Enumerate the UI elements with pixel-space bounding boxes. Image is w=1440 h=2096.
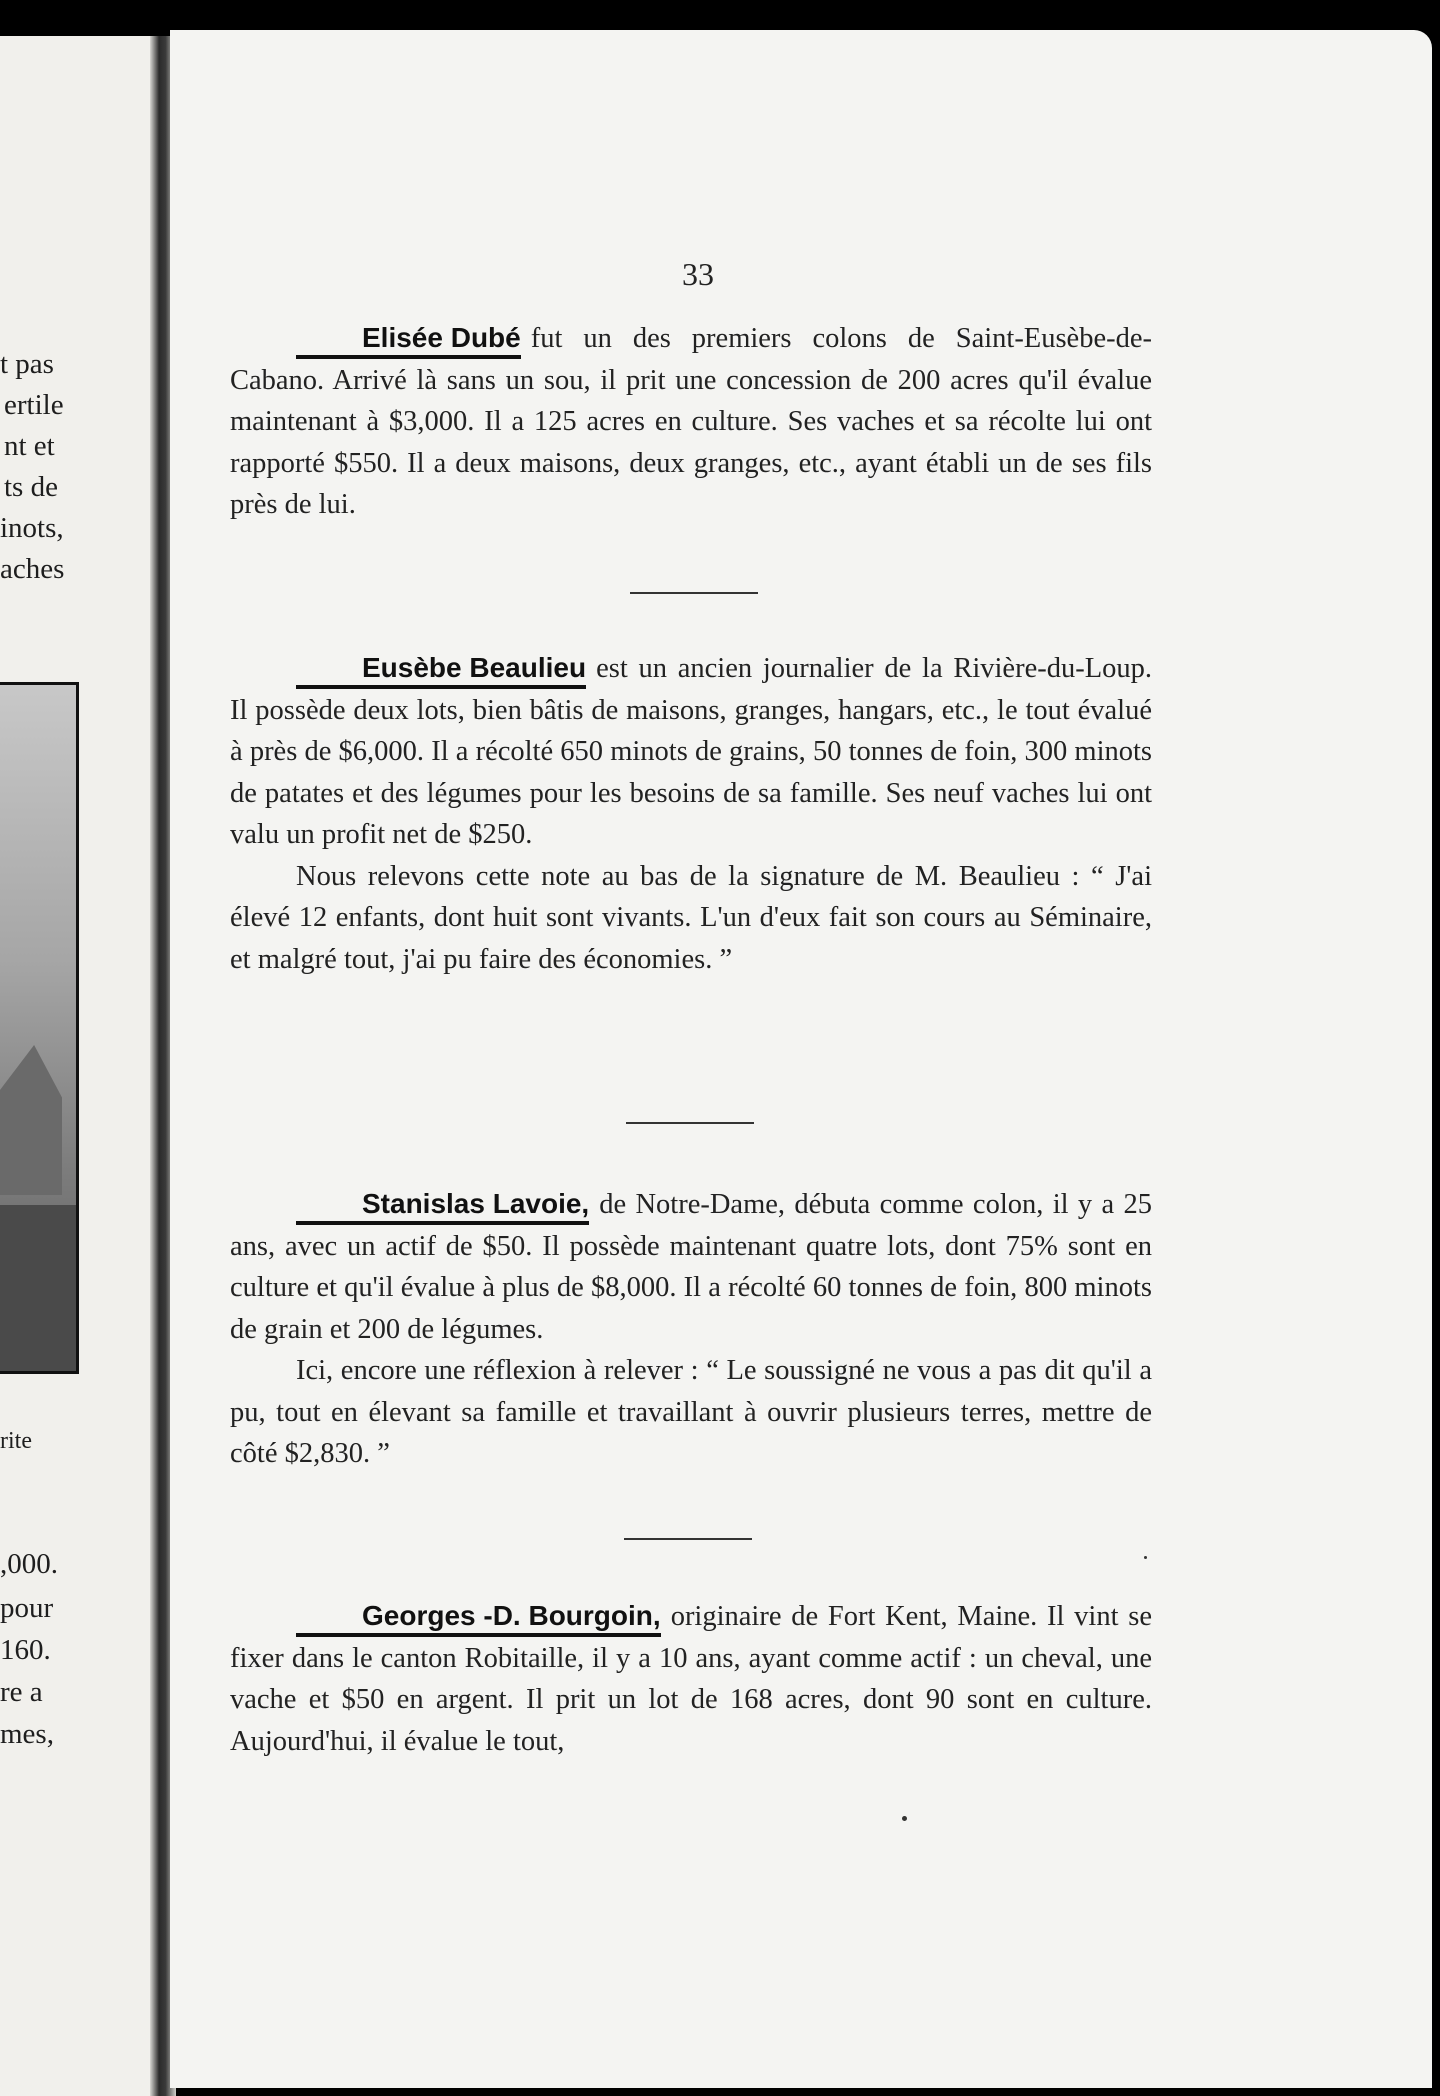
page-number: 33: [682, 256, 714, 292]
section-divider: [624, 1538, 752, 1540]
entry-paragraph: Ici, encore une réflexion à relever : “ Le soussigné ne vous a pas dit qu'il a pu, tout en élevant sa famille et travaillant à ouvrir plusieurs terres, mettre de côté $2,830. ”: [230, 1355, 1152, 1469]
left-text-fragment: inots,: [0, 512, 64, 544]
section-divider: [626, 1122, 754, 1124]
left-text-fragment: aches: [0, 553, 65, 585]
left-text-fragment: ,000.: [0, 1548, 58, 1580]
ink-speck: [902, 1816, 907, 1821]
entry-stanislas-lavoie: [230, 1184, 1152, 1475]
left-text-fragment: ertile: [4, 389, 64, 421]
entry-text: originaire de Fort Kent, Maine. Il vint se fixer dans le canton Robitaille, il y a 10 ans, ayant comme actif : un cheval, une vache et $50 en argent. Il prit un lot de 168 acres, dont 90 sont en culture. Aujourd'hui, il évalue le tout,: [230, 1601, 1152, 1757]
entry-georges-bourgoin: [230, 1596, 1152, 1762]
entry-text: est un ancien journalier de la Rivière-du-Loup. Il possède deux lots, bien bâtis de maisons, granges, hangars, etc., le tout évalué à près de $6,000. Il a récolté 650 minots de grains, 50 tonnes de foin, 300 minots de patates et des légumes pour les besoins de sa famille. Ses neuf vaches lui ont valu un profit net de $250.: [230, 653, 1152, 850]
left-text-fragment: 160.: [0, 1634, 51, 1666]
left-photo: [0, 682, 79, 1374]
left-text-fragment: re a: [0, 1676, 43, 1708]
entry-text: fut un des premiers colons de Saint-Eusèbe-de-Cabano. Arrivé là sans un sou, il prit une concession de 200 acres qu'il évalue maintenant à $3,000. Il a 125 acres en culture. Ses vaches et sa récolte lui ont rapporté $550. Il a deux maisons, deux granges, etc., ayant établi un de ses fils près de lui.: [230, 323, 1152, 520]
ground-image: [0, 1205, 76, 1371]
left-caption-fragment: rite: [0, 1428, 32, 1454]
left-page: [0, 36, 160, 2096]
entry-paragraph: [230, 318, 1152, 526]
left-text-fragment: pour: [0, 1592, 54, 1624]
left-text-fragment: mes,: [0, 1718, 54, 1750]
entry-paragraph: Nous relevons cette note au bas de la signature de M. Beaulieu : “ J'ai élevé 12 enfants, dont huit sont vivants. L'un d'eux fait son cours au Séminaire, et malgré tout, j'ai pu faire des économies. ”: [230, 860, 1152, 975]
left-text-fragment: t pas: [0, 348, 54, 380]
entry-paragraph: [230, 1184, 1152, 1350]
entry-name: Georges -D. Bourgoin,: [296, 1601, 661, 1637]
ink-speck: [1144, 1556, 1147, 1559]
entry-paragraph: [230, 1596, 1152, 1762]
left-text-fragment: ts de: [4, 471, 58, 503]
entry-name: Stanislas Lavoie,: [296, 1189, 589, 1225]
entry-name: Elisée Dubé: [296, 323, 521, 359]
left-text-fragment: nt et: [4, 430, 55, 462]
entry-paragraph: [230, 648, 1152, 856]
section-divider: [630, 592, 758, 594]
entry-text: de Notre-Dame, débuta comme colon, il y a 25 ans, avec un actif de $50. Il possède maintenant quatre lots, dont 75% sont en culture et qu'il évalue à plus de $8,000. Il a récolté 60 tonnes de foin, 800 minots de grain et 200 de légumes.: [230, 1189, 1152, 1345]
entry-elisee-dube: [230, 318, 1152, 526]
entry-eusebe-beaulieu: [230, 648, 1152, 980]
entry-name: Eusèbe Beaulieu: [296, 653, 586, 689]
barn-image: [0, 1045, 62, 1195]
